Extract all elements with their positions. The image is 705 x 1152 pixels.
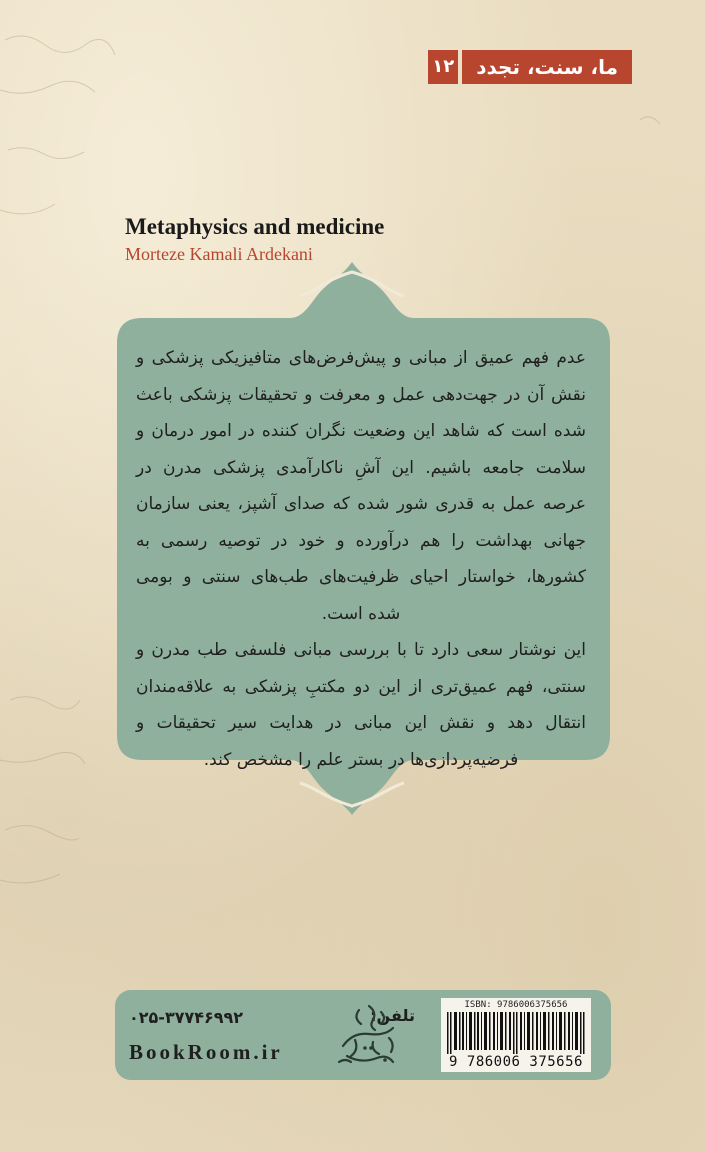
publisher-calligraphy-logo-icon: [329, 1000, 409, 1072]
phone-label: تلفن:: [370, 1006, 415, 1025]
series-title: ما، سنت، تجدد: [462, 50, 632, 84]
isbn-digits: 9 786006 375656: [449, 1054, 583, 1070]
series-number: ۱۲: [428, 50, 458, 84]
barcode-bars: [447, 1012, 585, 1054]
footer-bar: [115, 990, 611, 1080]
blurb-paragraph-1: عدم فهم عمیق از مبانی و پیش‌فرض‌های متافیزیکی پزشکی و نقش آن در جهت‌دهی عمل و معرفت و تحقیقات پزشکی باعث شده است که شاهد این وضعیت نگران کننده در امور درمان و سلامت جامعه باشیم. این آشِ ناکارآمدی پزشکی مدرن در عرصه عمل به قدری شور شده که صدای آشپز، یعنی سازمان جهانی بهداشت را هم درآورده و خود در توصیه رسمی به کشورها، خواستار احیای ظرفیت‌های طب‌های سنتی و بومی شده است.: [136, 348, 586, 624]
english-title: Metaphysics and medicine: [125, 214, 385, 239]
phone-number: ۰۲۵-۳۷۷۴۶۹۹۲: [129, 1008, 244, 1027]
blurb-paragraph-2: این نوشتار سعی دارد تا با بررسی مبانی فلسفی طب مدرن و سنتی، فهم عمیق‌تری از این دو مکتبِ پزشکی به علاقه‌مندان انتقال دهد و نقش این مبانی در هدایت سیر تحقیقات و فرضیه‌پردازی‌ها در بستر علم را مشخص کند.: [136, 640, 586, 770]
english-author: Morteze Kamali Ardekani: [125, 244, 313, 264]
website-link[interactable]: BookRoom.ir: [129, 1040, 283, 1064]
blurb-text: [136, 340, 586, 778]
isbn-barcode: [441, 998, 591, 1072]
isbn-label: ISBN: 9786006375656: [464, 1000, 568, 1010]
